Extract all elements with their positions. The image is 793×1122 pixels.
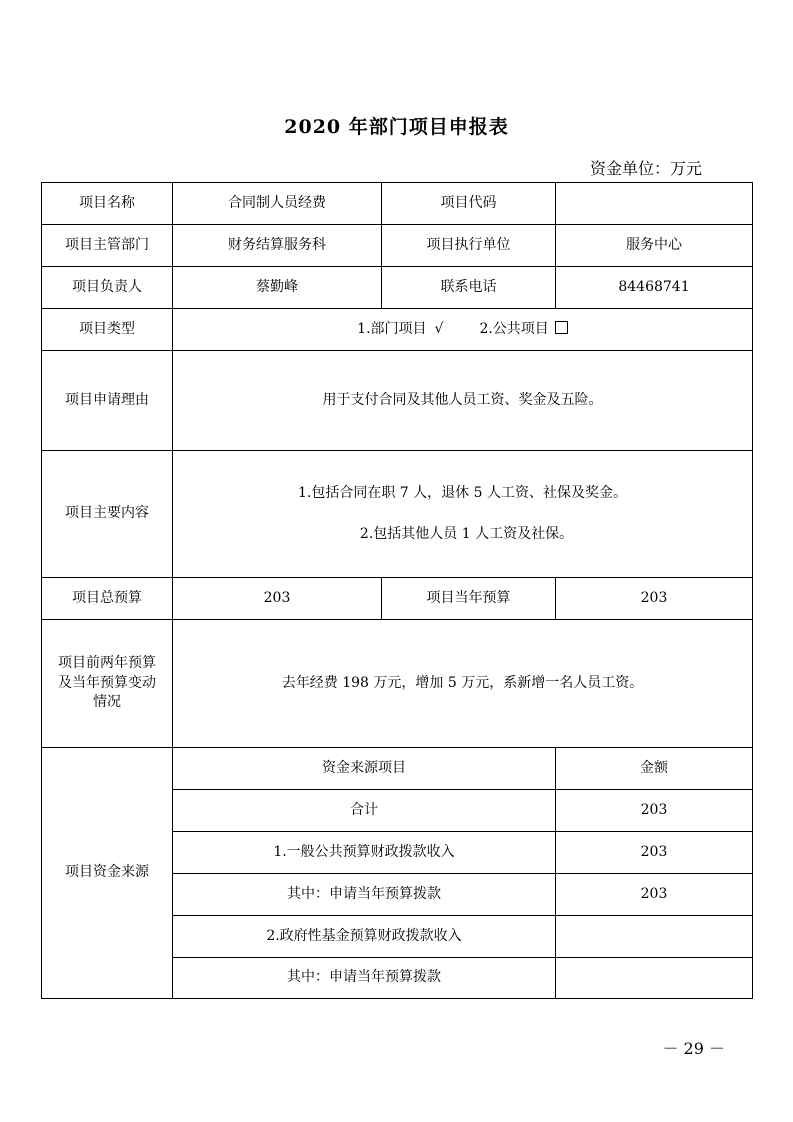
content-label: 项目主要内容 <box>42 451 173 578</box>
budget-change-label-line-3: 情况 <box>93 694 121 711</box>
project-code-value <box>556 183 753 225</box>
empty-checkbox-icon <box>555 321 568 334</box>
budget-change-label-line-2: 及当年预算变动 <box>58 674 156 691</box>
phone-value: 84468741 <box>556 267 753 309</box>
funding-source-label: 项目资金来源 <box>42 748 173 999</box>
owner-value: 蔡勤峰 <box>173 267 382 309</box>
reason-value: 用于支付合同及其他人员工资、奖金及五险。 <box>173 351 753 451</box>
table-row <box>42 225 753 267</box>
funding-item-label: 其中：申请当年预算拨款 <box>173 874 556 916</box>
type-option-dept: 1.部门项目 <box>357 320 427 337</box>
exec-unit-label: 项目执行单位 <box>382 225 556 267</box>
project-form-table <box>41 182 753 999</box>
budget-change-label-line-1: 项目前两年预算 <box>58 655 156 672</box>
table-row <box>42 267 753 309</box>
dept-value: 财务结算服务科 <box>173 225 382 267</box>
funding-item-label: 合计 <box>173 790 556 832</box>
content-value <box>173 451 753 578</box>
table-row <box>42 451 753 578</box>
type-option-public: 2.公共项目 <box>479 320 549 337</box>
table-row <box>42 183 753 225</box>
project-type-value <box>173 309 753 351</box>
total-budget-value: 203 <box>173 578 382 620</box>
table-row <box>42 620 753 748</box>
dept-label: 项目主管部门 <box>42 225 173 267</box>
phone-label: 联系电话 <box>382 267 556 309</box>
funding-header-amount: 金额 <box>556 748 753 790</box>
funding-item-label: 1.一般公共预算财政拨款收入 <box>173 832 556 874</box>
funding-item-amount <box>556 916 753 958</box>
table-row <box>42 351 753 451</box>
funding-item-label: 2.政府性基金预算财政拨款收入 <box>173 916 556 958</box>
page-number: － 29 － <box>662 1039 725 1058</box>
total-budget-label: 项目总预算 <box>42 578 173 620</box>
table-row <box>42 578 753 620</box>
project-code-label: 项目代码 <box>382 183 556 225</box>
content-line-2: 2.包括其他人员 1 人工资及社保。 <box>359 526 574 542</box>
budget-change-label <box>42 620 173 748</box>
funding-item-amount: 203 <box>556 832 753 874</box>
owner-label: 项目负责人 <box>42 267 173 309</box>
budget-change-value: 去年经费 198 万元，增加 5 万元，系新增一名人员工资。 <box>173 620 753 748</box>
funding-item-label: 其中：申请当年预算拨款 <box>173 958 556 999</box>
check-mark-icon: √ <box>434 320 444 337</box>
year-budget-value: 203 <box>556 578 753 620</box>
project-type-label: 项目类型 <box>42 309 173 351</box>
funding-item-amount: 203 <box>556 790 753 832</box>
project-name-value: 合同制人员经费 <box>173 183 382 225</box>
reason-label: 项目申请理由 <box>42 351 173 451</box>
page-title: 2020 年部门项目申报表 <box>284 116 509 138</box>
content-line-1: 1.包括合同在职 7 人，退休 5 人工资、社保及奖金。 <box>298 485 627 502</box>
table-row <box>42 748 753 790</box>
funding-header-item: 资金来源项目 <box>173 748 556 790</box>
currency-unit: 资金单位：万元 <box>589 159 702 178</box>
project-name-label: 项目名称 <box>42 183 173 225</box>
exec-unit-value: 服务中心 <box>556 225 753 267</box>
year-budget-label: 项目当年预算 <box>382 578 556 620</box>
funding-item-amount <box>556 958 753 999</box>
funding-item-amount: 203 <box>556 874 753 916</box>
table-row <box>42 309 753 351</box>
